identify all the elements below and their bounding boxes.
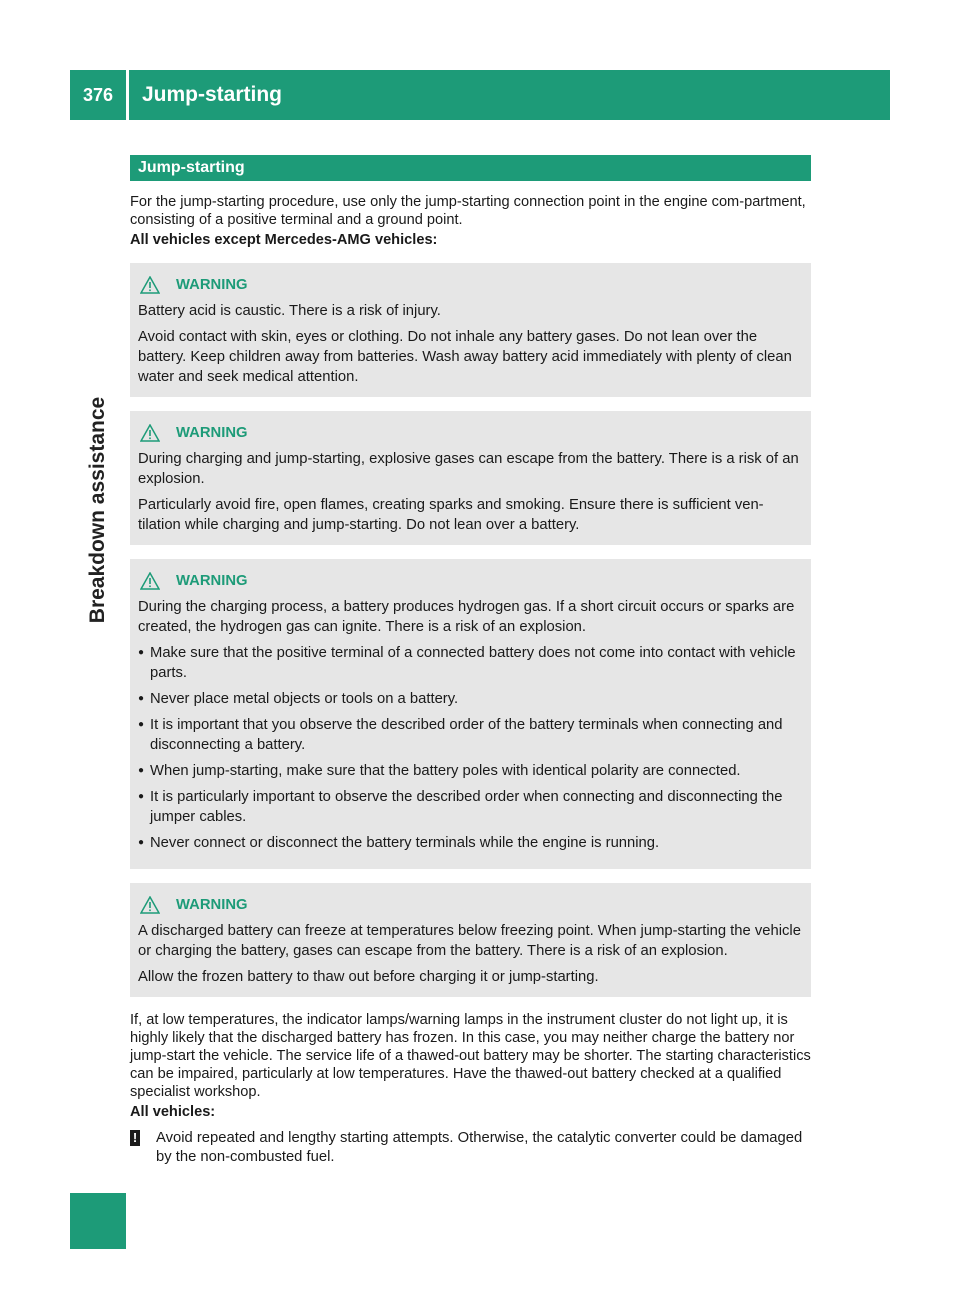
content: [130, 155, 811, 1167]
side-label: [70, 290, 126, 730]
warning-triangle-icon: [140, 572, 160, 590]
list-item: ● Make sure that the positive terminal of a connected battery does not come into contact with vehicle parts.: [138, 643, 803, 683]
warning-text: Allow the frozen battery to thaw out before charging it or jump-starting.: [138, 969, 599, 985]
warning-triangle-icon: [140, 424, 160, 442]
warning-text: Battery acid is caustic. There is a risk of injury.: [138, 303, 441, 319]
page-number: 376: [82, 85, 114, 105]
list-item: ● When jump-starting, make sure that the battery poles with identical polarity are connected.: [138, 761, 803, 781]
list-item: ● Never connect or disconnect the battery terminals while the engine is running.: [138, 833, 803, 853]
warning-title: WARNING: [176, 277, 248, 293]
subheading-all-vehicles: All vehicles:: [130, 1104, 216, 1120]
notice: [130, 1129, 811, 1167]
warning-text: During the charging process, a battery produces hydrogen gas. If a short circuit occurs or sparks are created, the hydrogen gas can ignite. There is a risk of an explosion.: [138, 599, 795, 635]
header-divider: [126, 70, 129, 120]
intro-paragraph: For the jump-starting procedure, use only the jump-starting connection point in the engine com-partment, consisting of a positive terminal and a ground point.: [130, 194, 806, 228]
list-item: ● It is important that you observe the described order of the battery terminals when connecting and disconnecting a battery.: [138, 715, 803, 755]
side-label-text: Breakdown assistance: [86, 396, 109, 624]
warning-text: A discharged battery can freeze at temperatures below freezing point. When jump-starting the vehicle or charging the battery, gases can escape from the battery. There is a risk of an explosion.: [138, 923, 801, 959]
subheading-non-amg: All vehicles except Mercedes-AMG vehicles:: [130, 232, 438, 248]
warning-triangle-icon: [140, 276, 160, 294]
warning-text: Avoid contact with skin, eyes or clothing. Do not inhale any battery gases. Do not lean over the battery. Keep children away from batteries. Wash away battery acid immediately with plenty of clean water and seek medical attention.: [138, 329, 792, 385]
warning-text: During charging and jump-starting, explosive gases can escape from the battery. There is a risk of an explosion.: [138, 451, 799, 487]
warning-box-3: [130, 559, 811, 869]
side-tab-marker: [70, 1193, 126, 1249]
warning-triangle-icon: [140, 896, 160, 914]
warning-box-1: [130, 263, 811, 397]
exclamation-icon: !: [130, 1130, 140, 1146]
warning-box-2: [130, 411, 811, 545]
section-title: Jump-starting: [130, 155, 811, 181]
warning-text: Particularly avoid fire, open flames, creating sparks and smoking. Ensure there is sufficient ven-tilation while charging and jump-starting. Do not lean over a battery.: [138, 497, 764, 533]
warning-title: WARNING: [176, 897, 248, 913]
warning-box-4: [130, 883, 811, 997]
header-title: Jump-starting: [142, 83, 283, 106]
warning-title: WARNING: [176, 425, 248, 441]
notice-text: Avoid repeated and lengthy starting attempts. Otherwise, the catalytic converter could be damaged by the non-combusted fuel.: [156, 1130, 803, 1165]
frozen-battery-paragraph: If, at low temperatures, the indicator lamps/warning lamps in the instrument cluster do not light up, it is highly likely that the discharged battery has frozen. In this case, you may neither charge the battery nor jump-start the vehicle. The service life of a thawed-out battery may be shorter. The starting characteristics can be impaired, particularly at low temperatures. Have the thawed-out battery checked at a qualified specialist workshop.: [130, 1012, 811, 1100]
list-item: ● It is particularly important to observe the described order when connecting and disconnecting the jumper cables.: [138, 787, 803, 827]
list-item: ● Never place metal objects or tools on a battery.: [138, 689, 803, 709]
warning-bullet-list: [138, 643, 803, 853]
warning-title: WARNING: [176, 573, 248, 589]
